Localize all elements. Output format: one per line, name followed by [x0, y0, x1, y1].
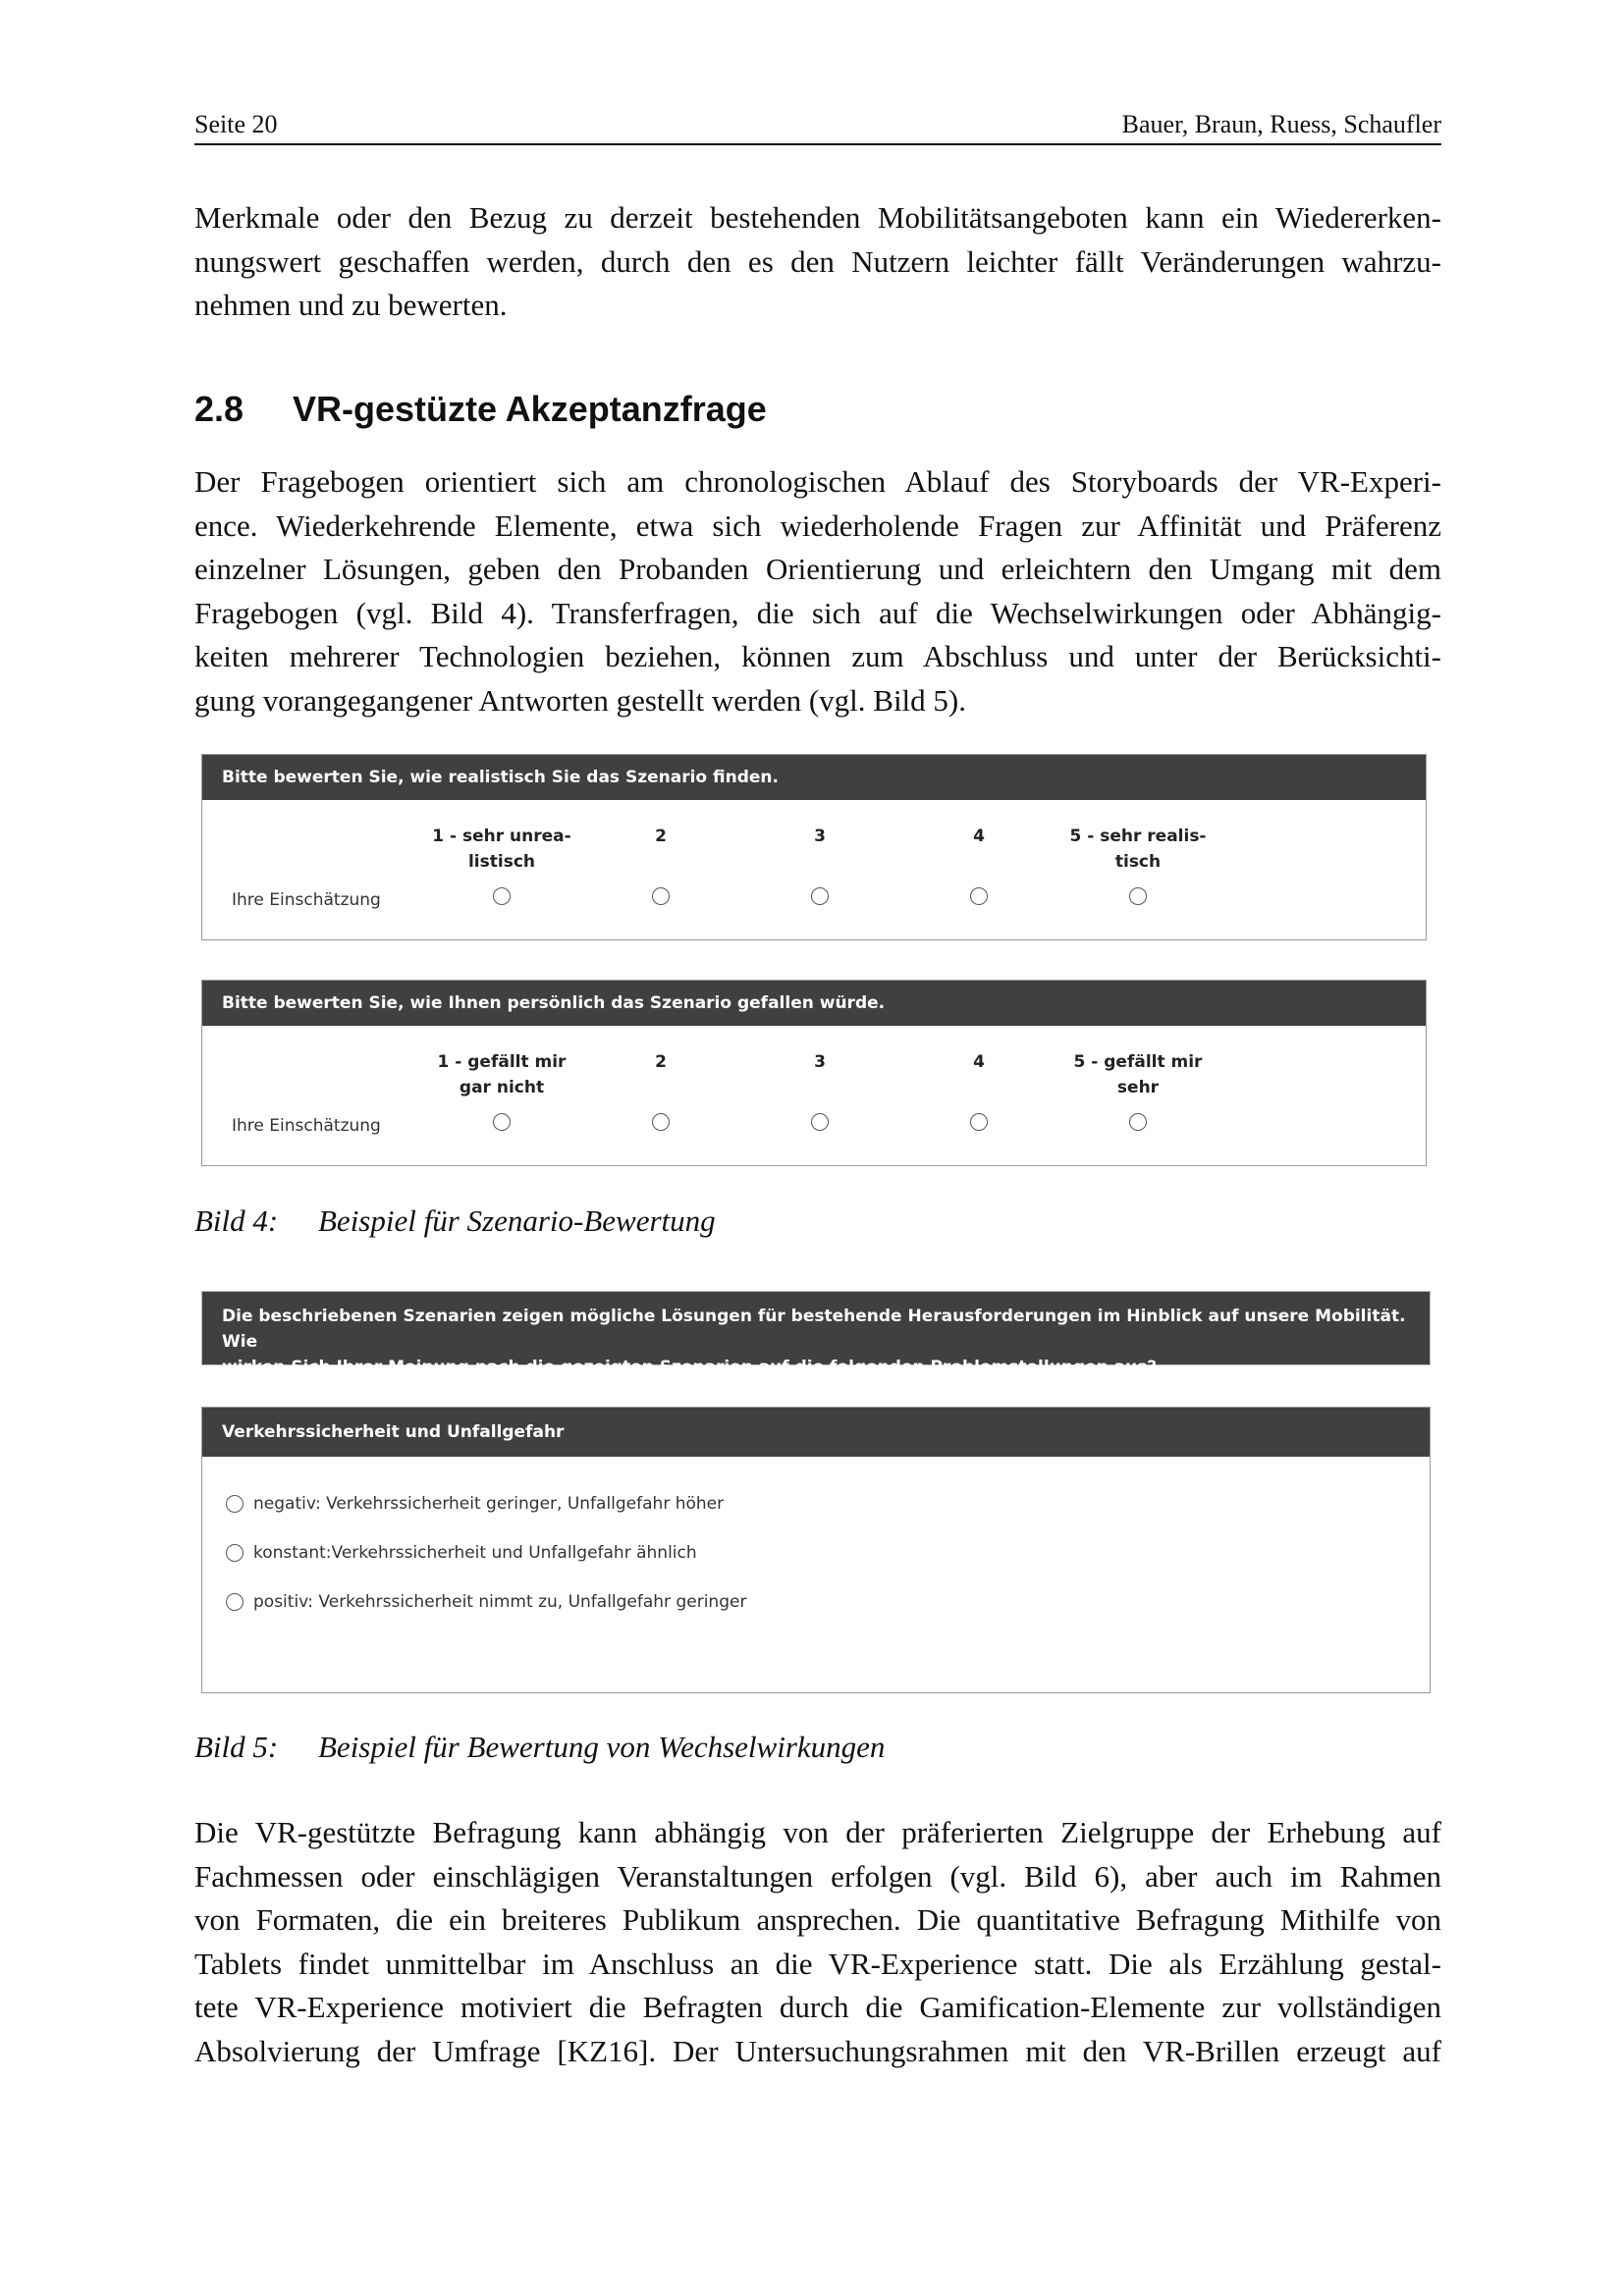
text-line: tete VR-Experience motiviert die Befragten durch die Gamification-Elemente zur vollständigen: [194, 1990, 1441, 2024]
intro-paragraph: [194, 196, 1441, 328]
option-negativ[interactable]: [226, 1494, 724, 1514]
text-line: ence. Wiederkehrende Elemente, etwa sich wiederholende Fragen zur Affinität und Präferenz: [194, 507, 1441, 543]
question-header: Bitte bewerten Sie, wie Ihnen persönlich das Szenario gefallen würde.: [202, 981, 1426, 1026]
page-header: [194, 108, 1441, 145]
caption-text: Beispiel für Szenario-Bewertung: [318, 1203, 716, 1238]
option-positiv[interactable]: [226, 1592, 746, 1612]
question-header: Verkehrssicherheit und Unfallgefahr: [202, 1408, 1430, 1457]
text-line: Fachmessen oder einschlägigen Veranstaltungen erfolgen (vgl. Bild 6), aber auch im Rahmen: [194, 1858, 1441, 1894]
text-line: Die VR-gestützte Befragung kann abhängig von der präferierten Zielgruppe der Erhebung auf: [194, 1815, 1441, 1849]
survey-traffic-safety: [201, 1407, 1431, 1693]
scale-label-2: 2: [655, 827, 667, 846]
caption-label: Bild 4:: [194, 1203, 279, 1238]
survey-intro: [201, 1291, 1431, 1377]
scale-label-4: 4: [973, 1052, 985, 1072]
option-konstant[interactable]: [226, 1543, 697, 1563]
scale-label-1: 1 - sehr unrea- listisch: [432, 827, 571, 872]
caption-label: Bild 5:: [194, 1730, 279, 1764]
text-line: Der Fragebogen orientiert sich am chronologischen Ablauf des Storyboards der VR-Experi-: [194, 464, 1441, 499]
radio-option-3[interactable]: [811, 887, 829, 905]
scale-label-5: 5 - gefällt mir sehr: [1073, 1052, 1203, 1097]
option-label: positiv: Verkehrssicherheit nimmt zu, Unfallgefahr geringer: [253, 1592, 747, 1612]
authors: Bauer, Braun, Ruess, Schaufler: [1121, 110, 1441, 138]
radio-option-1[interactable]: [493, 887, 511, 905]
closing-paragraph: [194, 1811, 1441, 2073]
text-line: Absolvierung der Umfrage [KZ16]. Der Untersuchungsrahmen mit den VR-Brillen erzeugt auf: [194, 2033, 1441, 2068]
option-label: konstant:Verkehrssicherheit und Unfallgefahr ähnlich: [253, 1543, 697, 1563]
intro-line: Die beschriebenen Szenarien zeigen mögliche Lösungen für bestehende Herausforderungen im Hinblick auf unsere Mobilität. Wie: [222, 1307, 1406, 1352]
text-line: keiten mehrerer Technologien beziehen, können zum Abschluss und unter der Berücksichti-: [194, 639, 1441, 673]
caption-text: Beispiel für Bewertung von Wechselwirkungen: [318, 1730, 886, 1764]
scale-label-2: 2: [655, 1052, 667, 1072]
text-line: Fragebogen (vgl. Bild 4). Transferfragen, die sich auf die Wechselwirkungen oder Abhängig-: [194, 595, 1441, 630]
text-line: einzelner Lösungen, geben den Probanden Orientierung und erleichtern den Umgang mit dem: [194, 552, 1441, 586]
radio-option-4[interactable]: [970, 1113, 988, 1131]
row-label: Ihre Einschätzung: [232, 890, 381, 910]
text-line: nehmen und zu bewerten.: [194, 288, 508, 322]
radio-option-2[interactable]: [652, 1113, 670, 1131]
scale-label-4: 4: [973, 827, 985, 846]
radio-option-4[interactable]: [970, 887, 988, 905]
survey-realism: [201, 754, 1427, 940]
text-line: Tablets findet unmittelbar im Anschluss an die VR-Experience statt. Die als Erzählung gestal-: [194, 1946, 1441, 1981]
option-label: negativ: Verkehrssicherheit geringer, Unfallgefahr höher: [253, 1494, 725, 1514]
survey-liking: [201, 980, 1427, 1166]
question-header: Bitte bewerten Sie, wie realistisch Sie das Szenario finden.: [202, 755, 1426, 800]
radio-option-3[interactable]: [811, 1113, 829, 1131]
text-line: Merkmale oder den Bezug zu derzeit bestehenden Mobilitätsangeboten kann ein Wiedererken-: [194, 200, 1441, 235]
text-line: nungswert geschaffen werden, durch den es den Nutzern leichter fällt Veränderungen wahrzu-: [194, 243, 1441, 279]
page-number: Seite 20: [194, 110, 278, 138]
figure-caption-4: [194, 1203, 716, 1239]
radio-option-5[interactable]: [1129, 1113, 1147, 1131]
radio-option-1[interactable]: [493, 1113, 511, 1131]
row-label: Ihre Einschätzung: [232, 1116, 381, 1136]
radio-icon[interactable]: [226, 1544, 244, 1562]
section-number: 2.8: [194, 389, 244, 429]
scale-label-1: 1 - gefällt mir gar nicht: [437, 1052, 567, 1097]
radio-icon[interactable]: [226, 1593, 244, 1611]
radio-option-2[interactable]: [652, 887, 670, 905]
scale-label-3: 3: [814, 1052, 826, 1072]
section-title: VR-gestüzte Akzeptanzfrage: [293, 389, 767, 429]
radio-icon[interactable]: [226, 1495, 244, 1513]
text-line: gung vorangegangener Antworten gestellt werden (vgl. Bild 5).: [194, 682, 966, 718]
section-heading: [194, 389, 767, 430]
figure-caption-5: [194, 1730, 885, 1765]
intro-line: wirken Sich Ihrer Meinung nach die gezeigten Szenarien auf die folgenden Problemstellungen aus?: [222, 1358, 1158, 1377]
scale-label-3: 3: [814, 827, 826, 846]
scale-label-5: 5 - sehr realis- tisch: [1069, 827, 1207, 872]
intro-header: [202, 1292, 1430, 1377]
radio-option-5[interactable]: [1129, 887, 1147, 905]
text-line: von Formaten, die ein breiteres Publikum ansprechen. Die quantitative Befragung Mithilfe von: [194, 1902, 1441, 1937]
section-paragraph: [194, 460, 1441, 722]
